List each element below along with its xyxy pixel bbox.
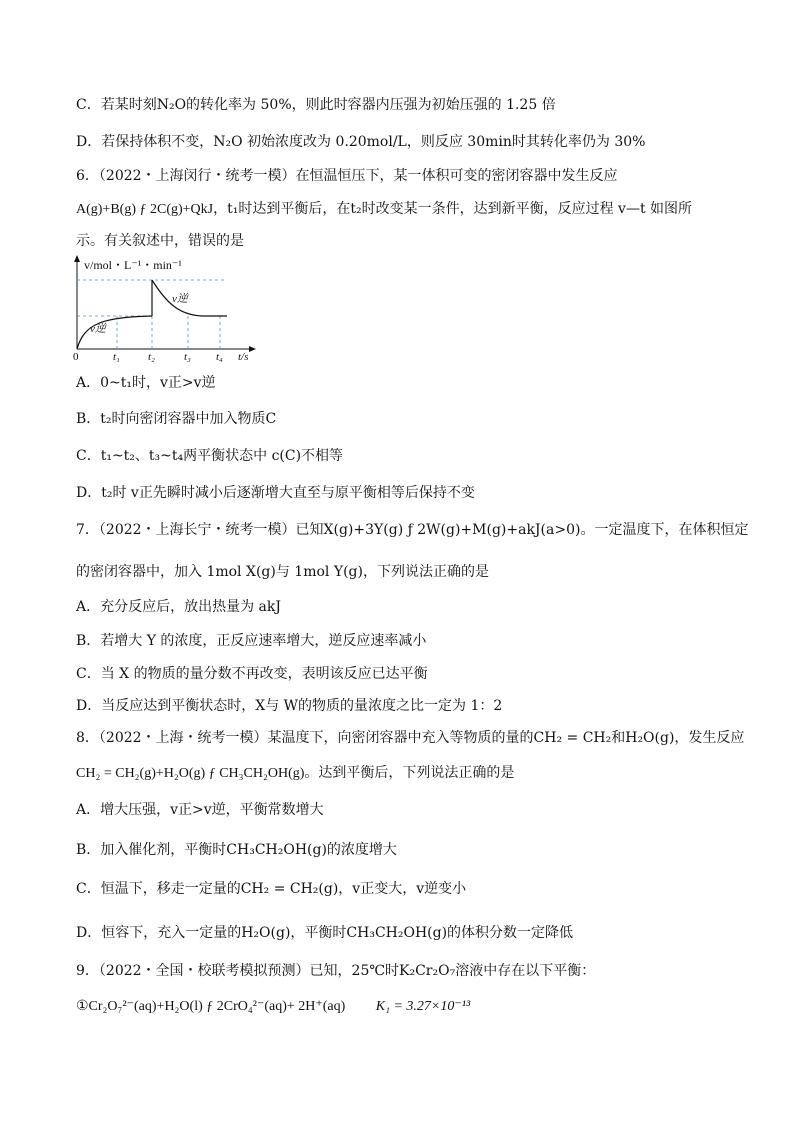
question-7-prompt: 的密闭容器中，加入 1mol X(g)与 1mol Y(g)，下列说法正确的是 — [76, 564, 489, 580]
tick-t1: t₁ — [113, 351, 120, 362]
q8-option-c: C．恒温下，移走一定量的CH₂ = CH₂(g)，v正变大，v逆变小 — [76, 881, 467, 897]
x-axis-label: t/s — [238, 351, 249, 362]
q8-option-a: A．增大压强，v正>v逆，平衡常数增大 — [76, 802, 324, 818]
q8-option-b: B．加入催化剂，平衡时CH₃CH₂OH(g)的浓度增大 — [76, 842, 397, 858]
q6-option-a: A．0~t₁时，v正>v逆 — [76, 375, 216, 391]
q7-option-b: B．若增大 Y 的浓度，正反应速率增大，逆反应速率减小 — [76, 633, 427, 649]
question-6-statement: t₁时达到平衡后，在t₂时改变某一条件，达到新平衡，反应过程 v—t 如图所 — [227, 201, 693, 217]
q6-option-c: C．t₁~t₂、t₃~t₄两平衡状态中 c(C)不相等 — [76, 448, 344, 464]
q6-option-b: B．t₂时向密闭容器中加入物质C — [76, 411, 277, 427]
question-7-header: 7．（2022・上海长宁・统考一模）已知X(g)+3Y(g) ƒ 2W(g)+M(g)+akJ(a>0)。一定温度下，在体积恒定 — [76, 522, 749, 538]
x-axis-arrow — [249, 346, 256, 352]
tick-t4: t₄ — [216, 351, 223, 362]
y-axis-label: v/mol・L⁻¹・min⁻¹ — [84, 258, 182, 272]
question-9-k1: K₁ = 3.27×10⁻¹³ — [375, 999, 471, 1014]
q7-option-c: C．当 X 的物质的量分数不再改变，表明该反应已达平衡 — [76, 666, 428, 682]
curve-label-bottom: v逆 — [90, 323, 106, 335]
curve-initial — [77, 316, 152, 349]
question-9-header: 9．（2022・全国・校联考模拟预测）已知，25℃时K₂Cr₂O₇溶液中存在以下平衡： — [76, 963, 596, 979]
question-8-equation: CH₂ = CH₂(g)+H₂O(g) ƒ CH₃CH₂OH(g)。达到平衡后，下列说法正确的是 — [76, 766, 515, 781]
question-6-prompt: 示。有关叙述中，错误的是 — [76, 233, 244, 249]
q8-option-d: D．恒容下，充入一定量的H₂O(g)，平衡时CH₃CH₂OH(g)的体积分数一定降低 — [76, 925, 574, 941]
y-axis-arrow — [74, 255, 80, 262]
curve-decay — [152, 280, 227, 316]
question-6-equation-line — [76, 200, 754, 219]
q7-option-d: D．当反应达到平衡状态时，X与 W的物质的量浓度之比一定为 1：2 — [76, 698, 503, 714]
origin-label: 0 — [73, 351, 79, 362]
q7-option-a: A．充分反应后，放出热量为 akJ — [76, 599, 282, 615]
tick-t2: t₂ — [148, 351, 155, 362]
q6-option-d: D．t₂时 v正先瞬时减小后逐渐增大直至与原平衡相等后保持不变 — [76, 485, 475, 501]
question-6-header: 6．（2022・上海闵行・统考一模）在恒温恒压下，某一体积可变的密闭容器中发生反应 — [76, 168, 618, 184]
option-d-q5: D．若保持体积不变，N₂O 初始浓度改为 0.20mol/L，则反应 30min时其转化率仍为 30% — [76, 134, 646, 150]
question-8-header: 8．（2022・上海・统考一模）某温度下，向密闭容器中充入等物质的量的CH₂ = CH₂和H₂O(g)，发生反应 — [76, 730, 745, 746]
question-9-equation-line — [76, 997, 754, 1016]
vt-graph — [62, 254, 262, 362]
option-c-q5: C．若某时刻N₂O的转化率为 50%，则此时容器内压强为初始压强的 1.25 倍 — [76, 97, 556, 113]
question-9-equation: ①Cr₂O₇²⁻(aq)+H₂O(l) ƒ 2CrO₄²⁻(aq)+ 2H⁺(aq) — [76, 999, 346, 1014]
tick-t3: t₃ — [184, 351, 191, 362]
curve-label-top: v逆 — [172, 293, 188, 305]
question-6-equation: A(g)+B(g) ƒ 2C(g)+QkJ， — [76, 202, 228, 217]
